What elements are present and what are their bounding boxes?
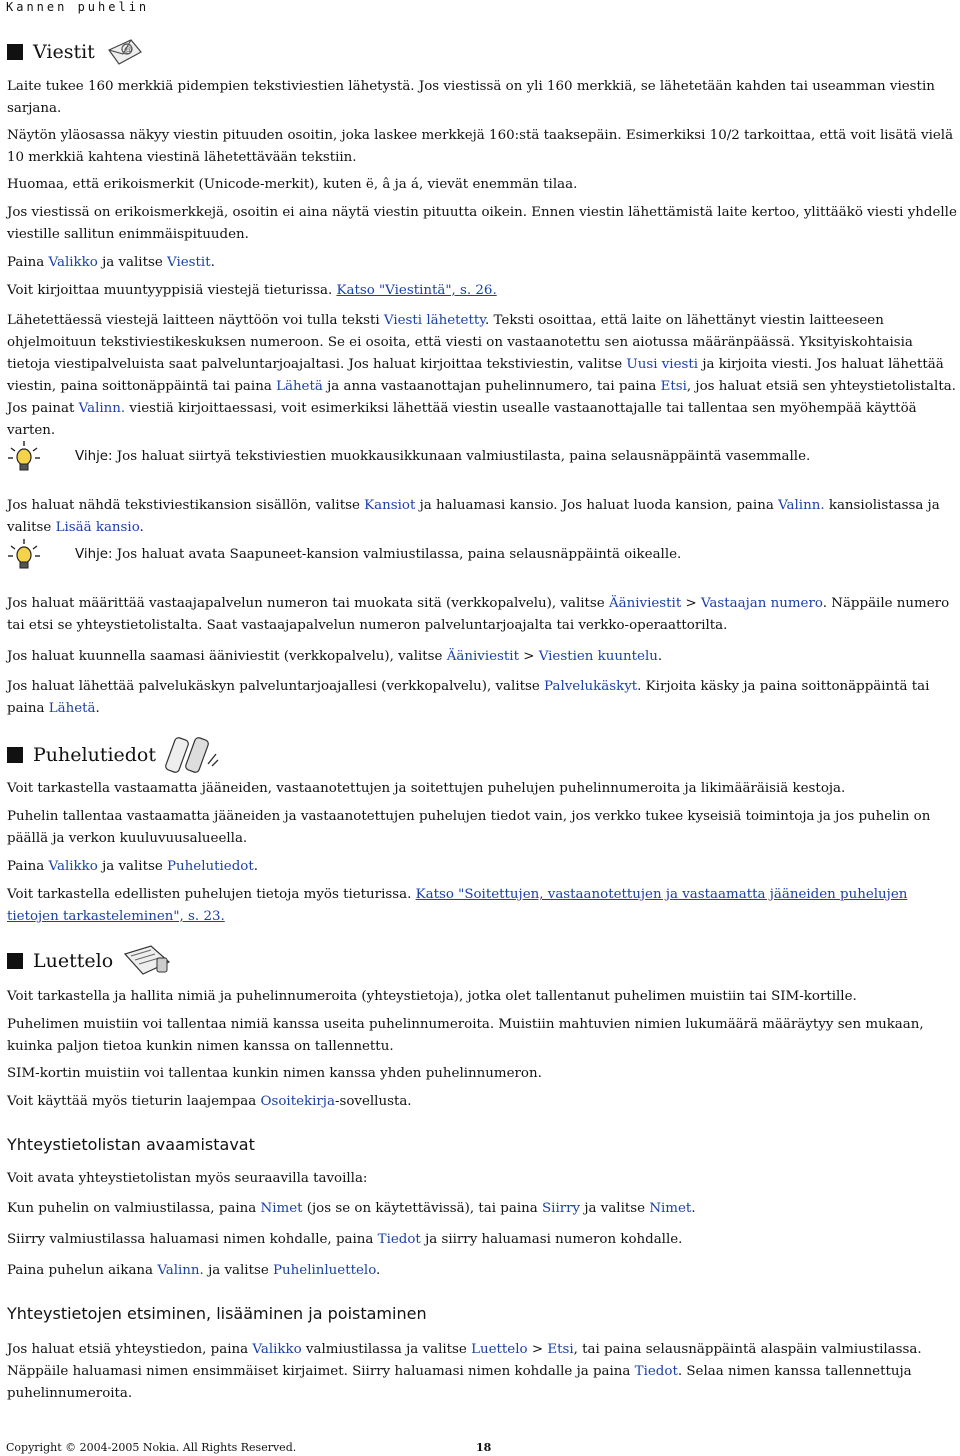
paragraph: Puhelimen muistiin voi tallentaa nimiä kanssa useita puhelinnumeroita. Muistiin mahtuvien nimien lukumäärä määräytyy sen mukaan, kuinka paljon tietoa kunkin nimen kanssa on tallennettu. — [7, 1017, 924, 1054]
running-head: Kannen puhelin — [6, 0, 150, 14]
paragraph: Jos viestissä on erikoismerkkejä, osoitin ei aina näytä viestin pituutta oikein. Ennen viestin lähettämistä laite kertoo, ylittääkö viesti yhdelle viestille sallitun enimmäispituuden. — [7, 205, 957, 242]
menu-command-nimet: Nimet — [649, 1201, 692, 1216]
section-heading-puhelutiedot — [7, 734, 220, 776]
menu-command-viestien-kuuntelu: Viestien kuuntelu — [538, 649, 658, 664]
menu-command-vastaajan-numero: Vastaajan numero — [700, 596, 823, 611]
menu-command-puhelinluettelo: Puhelinluettelo — [273, 1263, 377, 1278]
heading-square-icon — [7, 953, 23, 969]
menu-command-uusi-viesti: Uusi viesti — [626, 357, 699, 372]
menu-command-aaniviestit: Ääniviestit — [446, 649, 519, 664]
tip-label: Vihje: — [75, 547, 113, 562]
paragraph: Siirry valmiustilassa haluamasi nimen kohdalle, paina Tiedot ja siirry haluamasi numeron kohdalle. — [7, 1232, 683, 1247]
section-title: Luettelo — [33, 950, 114, 972]
paragraph: Huomaa, että erikoismerkit (Unicode-merkit), kuten ë, â ja á, vievät enemmän tilaa. — [7, 177, 578, 192]
paragraph: Kun puhelin on valmiustilassa, paina Nimet (jos se on käytettävissä), tai paina Siirry ja valitse Nimet. — [7, 1201, 696, 1216]
section-heading-luettelo — [7, 944, 173, 978]
tip-text: Jos haluat avata Saapuneet-kansion valmiustilassa, paina selausnäppäintä oikealle. — [112, 547, 682, 562]
paragraph: Voit tarkastella vastaamatta jääneiden, vastaanotettujen ja soitettujen puhelujen puhelinnumeroita ja likimääräisiä kestoja. — [7, 781, 846, 796]
menu-command-etsi: Etsi — [547, 1342, 574, 1357]
menu-command-valinn: Valinn. — [157, 1263, 204, 1278]
menu-command-tiedot: Tiedot — [377, 1232, 421, 1247]
heading-square-icon — [7, 44, 23, 60]
cross-reference-link[interactable]: Katso "Viestintä", s. 26. — [336, 283, 497, 298]
menu-command-valinn: Valinn. — [78, 401, 126, 416]
menu-command-valikko: Valikko — [48, 859, 98, 874]
menu-command-aaniviestit: Ääniviestit — [608, 596, 682, 611]
paragraph: Paina Valikko ja valitse Viestit. — [7, 255, 215, 270]
paragraph: Laite tukee 160 merkkiä pidempien tekstiviestien lähetystä. Jos viestissä on yli 160 merkkiä, se lähetetään kahden tai useamman viestin sarjana. — [7, 79, 935, 116]
paragraph: Puhelin tallentaa vastaamatta jääneiden ja vastaanotettujen puhelujen tiedot vain, jos verkko tukee kyseisiä toimintoja ja jos puhelin on päällä ja verkon kuuluvuusalueella. — [7, 809, 931, 846]
lightbulb-icon — [7, 538, 41, 572]
svg-text:@: @ — [123, 45, 132, 54]
menu-command-siirry: Siirry — [542, 1201, 581, 1216]
subsection-heading: Yhteystietojen etsiminen, lisääminen ja poistaminen — [7, 1304, 427, 1323]
menu-command-valinn: Valinn. — [778, 498, 825, 513]
section-heading-viestit — [7, 36, 145, 68]
tip-label: Vihje: — [75, 449, 113, 464]
menu-command-luettelo: Luettelo — [471, 1342, 528, 1357]
tip-box — [7, 538, 681, 572]
phone-call-log-icon — [164, 734, 220, 776]
menu-command-puhelutiedot: Puhelutiedot — [167, 859, 254, 874]
cross-reference-link[interactable]: Katso "Soitettujen, vastaanotettujen ja vastaamatta jääneiden puhelujen tietojen tarkasteleminen", s. 23. — [7, 887, 908, 924]
menu-command-lisaa-kansio: Lisää kansio — [55, 520, 140, 535]
section-title: Viestit — [33, 41, 95, 63]
app-name-osoitekirja: Osoitekirja — [260, 1094, 335, 1109]
lightbulb-icon — [7, 440, 41, 474]
menu-command-valikko: Valikko — [48, 255, 98, 270]
menu-command-kansiot: Kansiot — [364, 498, 416, 513]
menu-command-valikko: Valikko — [252, 1342, 302, 1357]
paragraph: Paina puhelun aikana Valinn. ja valitse Puhelinluettelo. — [7, 1263, 381, 1278]
copyright-footer: Copyright © 2004-2005 Nokia. All Rights Reserved. — [6, 1441, 297, 1454]
paragraph: Voit tarkastella edellisten puhelujen tietoja myös tieturissa. Katso "Soitettujen, vastaanotettujen ja vastaamatta jääneiden puhelujen tietojen tarkasteleminen", s. 23. — [7, 887, 908, 924]
menu-command-laheta: Lähetä — [48, 701, 96, 716]
paragraph: Voit käyttää myös tieturin laajempaa Osoitekirja-sovellusta. — [7, 1094, 412, 1109]
paragraph: Voit kirjoittaa muuntyyppisiä viestejä tieturissa. Katso "Viestintä", s. 26. — [7, 283, 497, 298]
contacts-book-icon — [121, 944, 173, 978]
paragraph: Jos haluat nähdä tekstiviestikansion sisällön, valitse Kansiot ja haluamasi kansio. Jos haluat luoda kansion, paina Valinn. kansiolistassa ja valitse Lisää kansio. — [7, 498, 940, 535]
menu-command-palvelukaskyt: Palvelukäskyt — [544, 679, 638, 694]
subsection-heading: Yhteystietolistan avaamistavat — [7, 1135, 255, 1154]
page-number: 18 — [476, 1441, 492, 1454]
paragraph: Paina Valikko ja valitse Puhelutiedot. — [7, 859, 258, 874]
paragraph: Voit tarkastella ja hallita nimiä ja puhelinnumeroita (yhteystietoja), jotka olet tallentanut puhelimen muistiin tai SIM-kortille. — [7, 989, 857, 1004]
messages-envelope-icon — [103, 36, 145, 68]
menu-command-etsi: Etsi — [660, 379, 687, 394]
tip-text: Jos haluat siirtyä tekstiviestien muokkausikkunaan valmiustilasta, paina selausnäppäintä vasemmalle. — [112, 449, 811, 464]
section-title: Puhelutiedot — [33, 744, 157, 766]
paragraph: Jos haluat etsiä yhteystiedon, paina Valikko valmiustilassa ja valitse Luettelo > Etsi, tai paina selausnäppäintä alaspäin valmiustilassa. Näppäile haluamasi nimen ensimmäiset kirjaimet. Siirry haluamasi nimen kohdalle ja paina Tiedot. Selaa nimen kanssa tallennettuja puhelinnumeroita. — [7, 1342, 922, 1401]
paragraph: Jos haluat kuunnella saamasi ääniviestit (verkkopalvelu), valitse Ääniviestit > Viestien kuuntelu. — [7, 649, 663, 664]
menu-command-laheta: Lähetä — [276, 379, 323, 394]
paragraph: Lähetettäessä viestejä laitteen näyttöön voi tulla teksti Viesti lähetetty. Teksti osoittaa, että laite on lähettänyt viestin laitteeseen ohjelmoituun tekstiviestikeskuksen numeroon. Se ei osoita, että viesti on vastaanotettu sen aiotussa määränpäässä. Yksityiskohtaisia tietoja viestipalveluista saat palveluntarjoajaltasi. Jos haluat kirjoittaa tekstiviestin, valitse Uusi viesti ja kirjoita viesti. Jos haluat lähettää viestin, paina soittonäppäintä tai paina Lähetä ja anna vastaanottajan puhelinnumero, tai paina Etsi, jos haluat etsiä sen yhteystietolistalta. Jos painat Valinn. viestiä kirjoittaessasi, voit esimerkiksi lähettää viestin usealle vastaanottajalle tai tallentaa sen myöhempää käyttöä varten. — [7, 313, 956, 438]
display-text-viesti-lahetetty: Viesti lähetetty — [383, 313, 486, 328]
paragraph: Näytön yläosassa näkyy viestin pituuden osoitin, joka laskee merkkejä 160:stä taaksepäin. Esimerkiksi 10/2 tarkoittaa, että voit lisätä vielä 10 merkkiä kahtena viestinä lähetettävään tekstiin. — [7, 128, 954, 165]
menu-command-viestit: Viestit — [167, 255, 211, 270]
paragraph: SIM-kortin muistiin voi tallentaa kunkin nimen kanssa yhden puhelinnumeron. — [7, 1066, 542, 1081]
menu-command-tiedot: Tiedot — [634, 1364, 678, 1379]
heading-square-icon — [7, 747, 23, 763]
tip-box — [7, 440, 810, 474]
paragraph: Jos haluat määrittää vastaajapalvelun numeron tai muokata sitä (verkkopalvelu), valitse Ääniviestit > Vastaajan numero. Näppäile numero tai etsi se yhteystietolistalta. Saat vastaajapalvelun numeron palveluntarjoajalta tai verkko-operaattorilta. — [7, 596, 950, 633]
menu-command-nimet: Nimet — [260, 1201, 303, 1216]
paragraph: Voit avata yhteystietolistan myös seuraavilla tavoilla: — [7, 1171, 368, 1186]
paragraph: Jos haluat lähettää palvelukäskyn palveluntarjoajallesi (verkkopalvelu), valitse Palvelukäskyt. Kirjoita käsky ja paina soittonäppäintä tai paina Lähetä. — [7, 679, 930, 716]
